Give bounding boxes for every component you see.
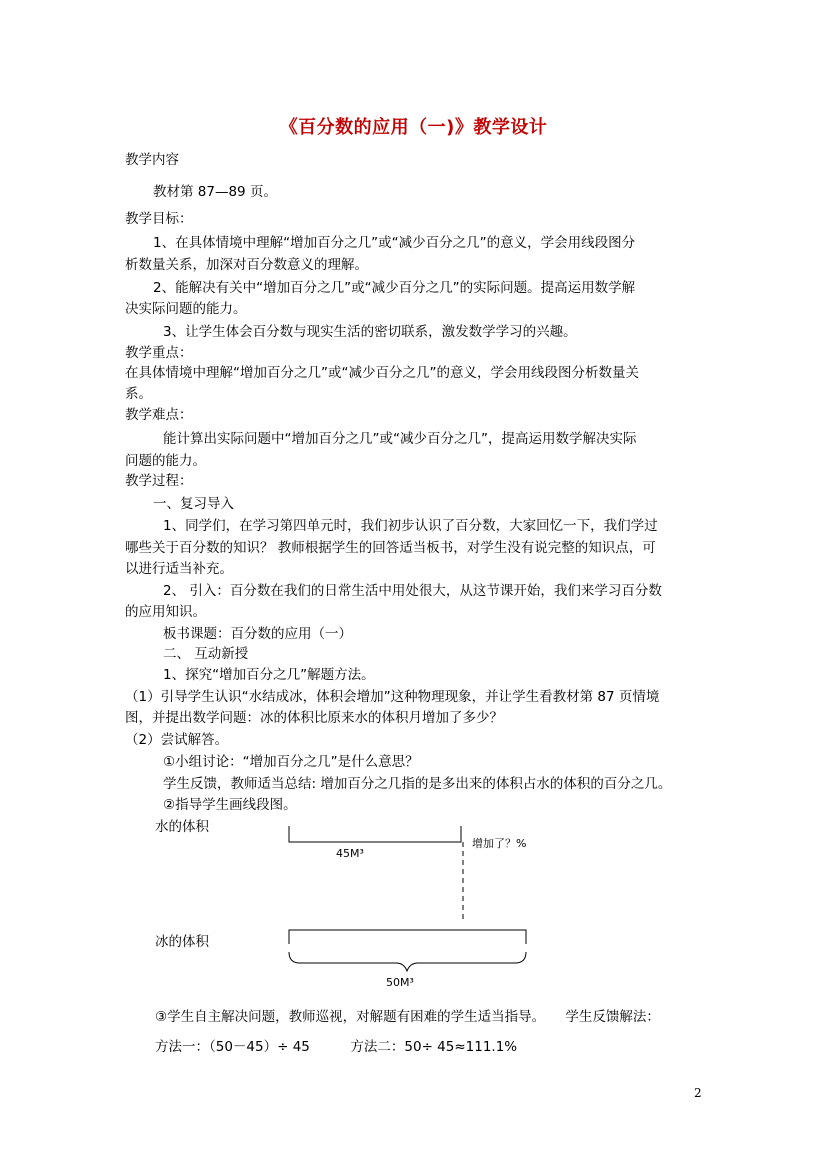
- section-heading-objectives: 教学目标：: [125, 211, 193, 227]
- paragraph: 析数量关系，加深对百分数意义的理解。: [125, 257, 368, 273]
- paragraph: ③学生自主解决问题，教师巡视，对解题有困难的学生适当指导。 学生反馈解法：: [155, 1009, 660, 1025]
- ice-segment: [289, 930, 526, 944]
- solution-methods: 方法一：（50－45）÷ 45 方法二：50÷ 45≈111.1%: [155, 1039, 518, 1055]
- paragraph: ②指导学生画线段图。: [163, 797, 297, 813]
- paragraph: 能计算出实际问题中“增加百分之几”或“减少百分之几”，提高运用数学解决实际: [163, 431, 637, 447]
- paragraph: 在具体情境中理解“增加百分之几”或“减少百分之几”的意义，学会用线段图分析数量关: [125, 365, 639, 381]
- paragraph: 学生反馈，教师适当总结: 增加百分之几指的是多出来的体积占水的体积的百分之几。: [163, 776, 672, 792]
- section-heading-process: 教学过程：: [125, 473, 193, 489]
- paragraph: 以进行适当补充。: [125, 561, 233, 577]
- paragraph: 1、探究“增加百分之几”解题方法。: [163, 667, 375, 683]
- paragraph: 的应用知识。: [125, 604, 206, 620]
- paragraph: 教材第 87—89 页。: [153, 184, 277, 200]
- page-number: 2: [694, 1086, 702, 1100]
- ice-value-label: 50M³: [386, 976, 414, 989]
- paragraph: 2、 引入：百分数在我们的日常生活中用处很大，从这节课开始，我们来学习百分数: [163, 583, 662, 599]
- section-heading-content: 教学内容: [125, 152, 179, 168]
- subheading: 二、 互动新授: [163, 646, 249, 662]
- water-value-label: 45M³: [336, 847, 364, 860]
- section-heading-key-points: 教学重点：: [125, 345, 193, 361]
- paragraph: （1）引导学生认识“水结成冰，体积会增加”这种物理现象，并让学生看教材第 87 页情境: [125, 689, 660, 705]
- paragraph: 1、在具体情境中理解“增加百分之几”或“减少百分之几”的意义，学会用线段图分: [153, 235, 636, 251]
- paragraph: 3、让学生体会百分数与现实生活的密切联系，激发数学学习的兴趣。: [163, 324, 577, 340]
- paragraph: 1、同学们，在学习第四单元时，我们初步认识了百分数，大家回忆一下，我们学过: [163, 518, 658, 534]
- subheading: 一、复习导入: [153, 496, 234, 512]
- ice-brace: [289, 952, 526, 971]
- water-segment: [289, 826, 461, 842]
- section-heading-difficulties: 教学难点：: [125, 407, 193, 423]
- increase-label: 增加了？%: [472, 837, 527, 850]
- paragraph: 2、能解决有关中“增加百分之几”或“减少百分之几”的实际问题。提高运用数学解: [153, 280, 636, 296]
- paragraph: ①小组讨论：“增加百分之几”是什么意思？: [163, 754, 419, 770]
- paragraph: （2）尝试解答。: [125, 732, 229, 748]
- paragraph: 哪些关于百分数的知识？ 教师根据学生的回答适当板书，对学生没有说完整的知识点，可: [125, 540, 656, 556]
- ice-volume-label: 冰的体积: [155, 934, 209, 950]
- water-volume-label: 水的体积: [155, 819, 209, 835]
- document-title: 《百分数的应用（一)》教学设计: [279, 117, 548, 138]
- board-title: 板书课题：百分数的应用（一）: [163, 626, 352, 642]
- paragraph: 决实际问题的能力。: [125, 301, 247, 317]
- paragraph: 图，并提出数学问题：冰的体积比原来水的体积月增加了多少？: [125, 710, 503, 726]
- paragraph: 系。: [125, 386, 152, 402]
- paragraph: 问题的能力。: [125, 453, 206, 469]
